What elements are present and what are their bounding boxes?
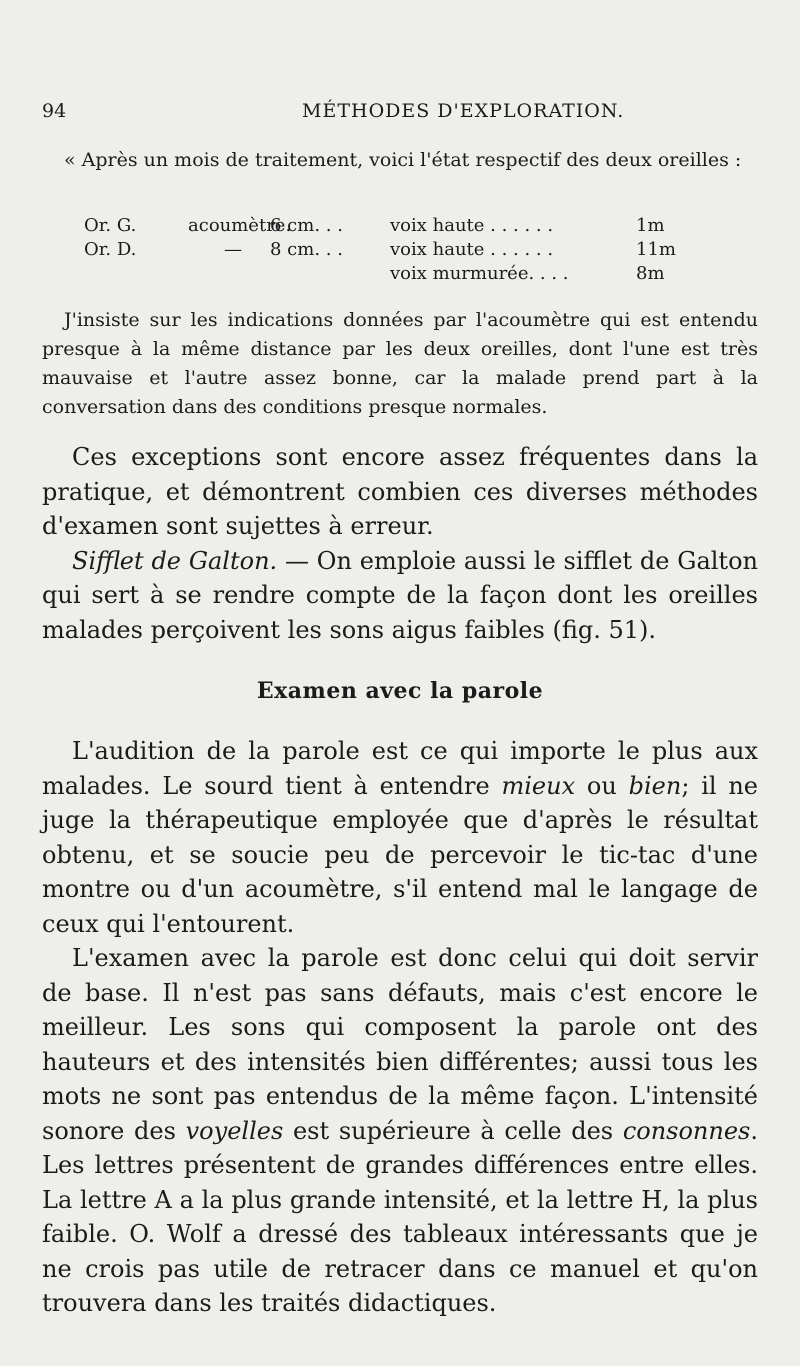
- quote-intro: [42, 146, 758, 175]
- section-heading: Examen avec la parole: [256, 678, 544, 704]
- result-cell: 11m: [636, 239, 676, 260]
- audition-paragraph: [42, 734, 758, 941]
- table-row: [84, 214, 674, 238]
- galton-paragraph: [42, 544, 758, 648]
- examen-text-3: . Les lettres présentent de grandes différences entre elles. La lettre A a la plus grande intensité, et la lettre H, la plus faible. O. Wolf a dressé des tableaux intéressants que je ne crois pas utile de retracer dans ce manuel et qu'on trouvera dans les traités didactiques.: [42, 1116, 758, 1317]
- note-text: J'insiste sur les indications données par l'acoumètre qui est entendu presque à la même distance par les deux oreilles, dont l'une est très mauvaise et l'autre assez bonne, car la malade prend part à la conversation dans des conditions presque normales.: [42, 309, 758, 418]
- voice-cell: voix haute . . . . . .: [390, 215, 554, 236]
- running-header: [42, 100, 758, 130]
- ear-cell: Or. D.: [84, 239, 137, 260]
- body-lower: [42, 734, 758, 1321]
- audition-text-3: ; il ne juge la thérapeutique employée que d'après le résultat obtenu, et se soucie peu de percevoir le tic-tac d'une montre ou d'un acoumètre, s'il entend mal le langage de ceux qui l'entourent.: [42, 771, 758, 938]
- audition-text-2: ou: [575, 771, 629, 800]
- table-row: [84, 262, 674, 286]
- distance-cell: 8 cm. . .: [270, 239, 343, 260]
- body-upper: [42, 440, 758, 647]
- examen-text-2: est supérieure à celle des: [283, 1116, 623, 1145]
- audition-italic-1: mieux: [501, 771, 576, 800]
- voice-cell: voix haute . . . . . .: [390, 239, 554, 260]
- examen-italic-1: voyelles: [185, 1116, 284, 1145]
- audition-italic-2: bien: [628, 771, 682, 800]
- running-title: MÉTHODES D'EXPLORATION.: [302, 100, 625, 122]
- voice-cell: voix murmurée. . . .: [390, 263, 569, 284]
- instrument-cell: acoumètre.: [188, 215, 292, 236]
- note-paragraph: [42, 306, 758, 422]
- intro-text: « Après un mois de traitement, voici l'état respectif des deux oreilles :: [64, 149, 742, 171]
- result-cell: 8m: [636, 263, 665, 284]
- galton-label: Sifflet de Galton.: [72, 546, 278, 575]
- distance-cell: 6 cm. . .: [270, 215, 343, 236]
- instrument-cell: —: [224, 239, 242, 260]
- result-cell: 1m: [636, 215, 665, 236]
- examen-text-1: L'examen avec la parole est donc celui qui doit servir de base. Il n'est pas sans défauts, mais c'est encore le meilleur. Les sons qui composent la parole ont des hauteurs et des intensités bien différentes; aussi tous les mots ne sont pas entendus de la même façon. L'intensité sonore des: [42, 944, 758, 1145]
- examen-paragraph: [42, 941, 758, 1321]
- page-number: 94: [42, 100, 67, 122]
- hearing-table: [84, 214, 674, 286]
- galton-text: — On emploie aussi le sifflet de Galton qui sert à se rendre compte de la façon dont les oreilles malades perçoivent les sons aigus faibles (fig. 51).: [42, 546, 758, 644]
- exceptions-paragraph: Ces exceptions sont encore assez fréquentes dans la pratique, et démontrent combien ces diverses méthodes d'examen sont sujettes à erreur.: [42, 443, 758, 540]
- table-row: [84, 238, 674, 262]
- audition-text-1: L'audition de la parole est ce qui importe le plus aux malades. Le sourd tient à entendre: [42, 737, 758, 800]
- examen-italic-2: consonnes: [622, 1116, 751, 1145]
- ear-cell: Or. G.: [84, 215, 137, 236]
